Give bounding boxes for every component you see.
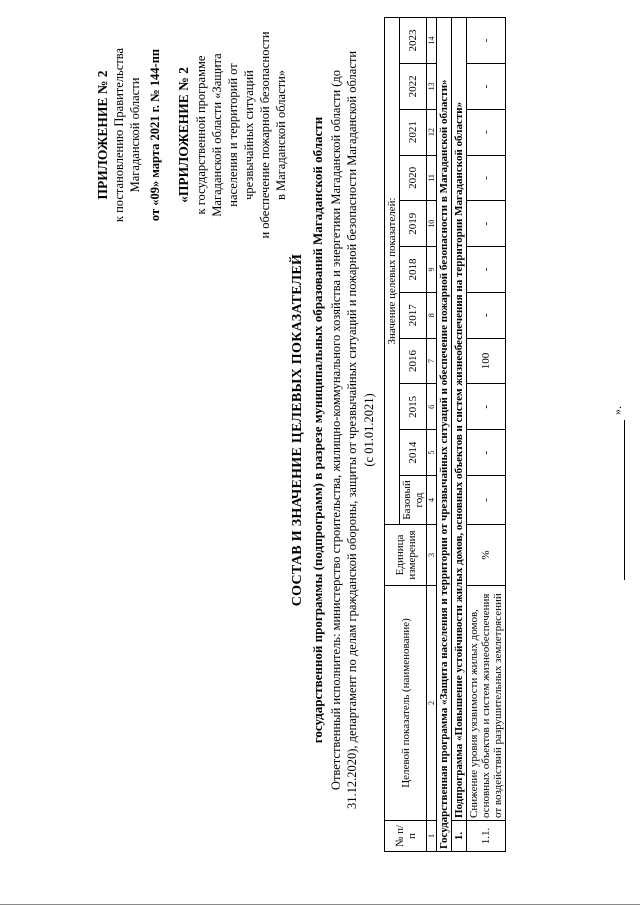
col-number: 12 [427,109,437,155]
header-base-year: Базовый год [400,476,427,525]
header-year: 2023 [400,18,427,64]
header-values: Значение целевых показателей: [385,18,400,525]
indicators-table [384,17,506,852]
header-unit: Единица измерения [385,525,427,586]
row-value: - [467,476,506,525]
annex-line: к государственной программе [193,55,208,215]
annex-block [94,10,289,260]
col-number: 6 [427,384,437,430]
annex-line: в Магаданской области» [273,69,288,201]
row-value: - [467,155,506,201]
col-number: 11 [427,155,437,201]
header-year: 2016 [400,338,427,384]
annex-line: населения и территорий от [225,63,240,207]
col-number: 4 [427,476,437,525]
header-year: 2020 [400,155,427,201]
row-value: - [467,18,506,64]
subprogram-row [452,18,467,852]
col-number: 2 [427,586,437,821]
header-year: 2015 [400,384,427,430]
row-num: 1.1. [467,821,506,852]
annex-heading-2: «ПРИЛОЖЕНИЕ № 2 [176,67,192,203]
col-number: 1 [427,821,437,852]
header-year: 2019 [400,201,427,247]
header-num: № п/п [385,821,427,852]
header-year: 2018 [400,247,427,293]
col-number: 10 [427,201,437,247]
program-title: Государственная программа «Защита населения и территории от чрезвычайных ситуаций и обеспечение пожарной безопасности в Магаданской области» [437,18,452,852]
row-value: - [467,430,506,476]
col-number: 5 [427,430,437,476]
row-value: - [467,384,506,430]
subprogram-num: 1. [452,821,467,852]
table-row [467,18,506,852]
annex-date: от «09» марта 2021 г. № 144-пп [148,48,163,222]
title-sub: государственной программы (подпрограмм) в разрезе муниципальных образований Магаданской области [310,116,325,744]
header-year: 2017 [400,292,427,338]
responsible-executor: Ответственный исполнитель: министерство строительства, жилищно-коммунального хозяйства и энергетики Магаданской области (до 31.12.2020), департамент по делам гражданской обороны, защиты от чрезвычайных ситуаций и пожарной безопасности Магаданской области (с 01.01.2021) [329,50,376,810]
annex-line: к постановлению Правительства [112,47,127,223]
annex-line: Магаданской области «Защита [209,53,224,217]
document-title [290,0,377,860]
row-value: - [467,292,506,338]
header-year: 2021 [400,109,427,155]
row-name: Снижение уровня уязвимости жилых домов, основных объектов и систем жизнеобеспечения от воздействий разрушительных землетрясений [467,586,506,821]
header-name: Целевой показатель (наименование) [385,586,427,821]
program-row [437,18,452,852]
col-number: 7 [427,338,437,384]
col-number: 3 [427,525,437,586]
subprogram-title: Подпрограмма «Повышение устойчивости жилых домов, основных объектов и систем жизнеобеспечения на территории Магаданской области» [452,18,467,821]
row-value: - [467,109,506,155]
col-number: 9 [427,247,437,293]
rotated-page [80,0,640,860]
annex-line: и обеспечение пожарной безопасности [257,31,272,239]
row-value: 100 [467,338,506,384]
header-year: 2022 [400,63,427,109]
title-main: СОСТАВ И ЗНАЧЕНИЕ ЦЕЛЕВЫХ ПОКАЗАТЕЛЕЙ [290,253,305,607]
row-value: - [467,247,506,293]
column-number-row [427,18,437,852]
col-number: 14 [427,18,437,64]
col-number: 8 [427,292,437,338]
row-value: - [467,201,506,247]
row-value: - [467,63,506,109]
annex-line: Магаданской области [128,77,143,193]
annex-line: чрезвычайных ситуаций [241,70,256,200]
closing-line [610,406,625,580]
annex-heading: ПРИЛОЖЕНИЕ № 2 [95,70,110,200]
col-number: 13 [427,63,437,109]
closing-quote: ». [610,406,624,415]
row-unit: % [467,525,506,586]
header-year: 2014 [400,430,427,476]
